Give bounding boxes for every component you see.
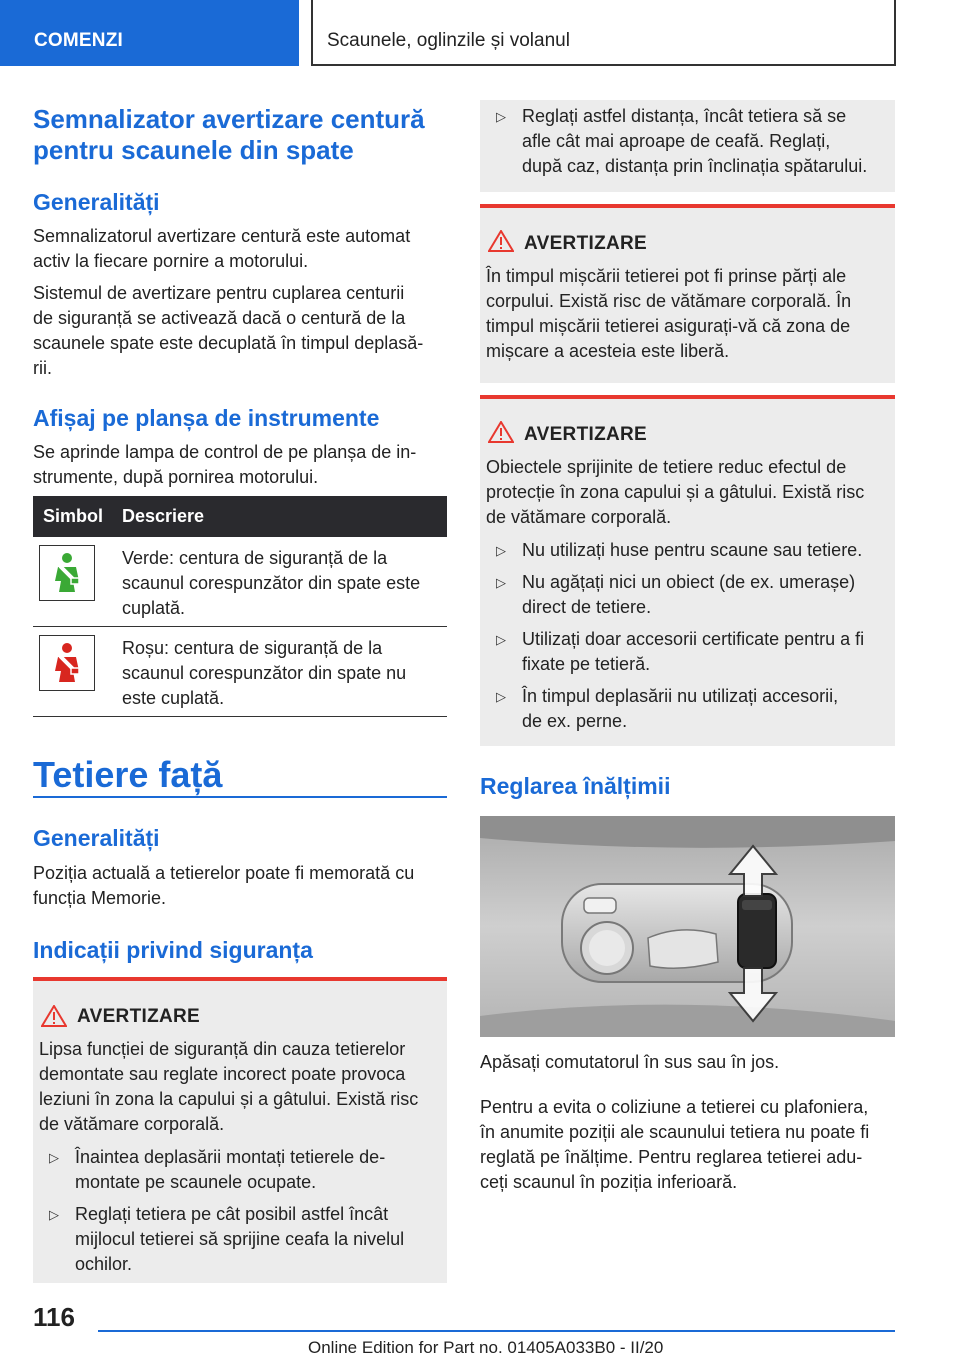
- row-description: Roșu: centura de siguranță de la scaunul corespunzător din spate nu este cuplată.: [122, 638, 407, 708]
- title-underline: [33, 796, 447, 798]
- paragraph-auto-active: Semnalizatorul avertizare centură este automat activ la fiecare pornire a motorului.: [33, 226, 411, 271]
- warning-bar: [480, 204, 895, 208]
- paragraph-control-lamp: Se aprinde lampa de control de pe planșa de in‐ strumente, după pornirea motorului.: [33, 442, 417, 487]
- paragraph-collision: Pentru a evita o coliziune a tetierei cu plafoniera, în anumite poziții ale scaunului tetiera nu poate fi reglată pe înălțime. Pentru reglarea tetierei adu‐ ceți scaunul în poziția inferioară.: [480, 1097, 870, 1192]
- footer-rule: [98, 1330, 895, 1332]
- section-tab: [0, 0, 299, 66]
- symbol-table-header: [33, 496, 447, 537]
- page-number: 116: [33, 1302, 75, 1332]
- column-description: Descriere: [122, 506, 205, 526]
- column-symbol: Simbol: [43, 506, 104, 526]
- continued-list-box: ▷ Reglați astfel distanța, încât tetiera să se afle cât mai aproape de ceafă. Reglați, după caz, distanța prin înclinația spătarului.: [480, 100, 895, 192]
- bullet-triangle-icon: ▷: [496, 689, 506, 704]
- subtitle-general-1: Generalități: [33, 189, 160, 215]
- paragraph-memory: Poziția actuală a tetierelor poate fi memorată cu funcția Memorie.: [33, 863, 415, 908]
- seatbelt-green-icon: [39, 545, 95, 601]
- chapter-title: Scaunele, oglinzile și volanul: [327, 30, 570, 51]
- subtitle-safety: Indicații privind siguranța: [33, 937, 313, 963]
- row-description: Verde: centura de siguranță de la scaunul corespunzător din spate este cuplată.: [122, 548, 421, 618]
- section-tab-label: COMENZI: [34, 30, 124, 51]
- seatbelt-red-icon: [39, 635, 95, 691]
- bullet-triangle-icon: ▷: [496, 543, 506, 558]
- warning-title: AVERTIZARE: [77, 1006, 200, 1027]
- paragraph-system-activation: Sistemul de avertizare pentru cuplarea centurii de siguranță se activează dacă o centură de la scaunele spate este decuplată în timpul deplasă‐ rii.: [33, 283, 424, 378]
- subtitle-instrument-display: Afișaj pe planșa de instrumente: [33, 405, 380, 431]
- warning-text: Lipsa funcției de siguranță din cauza tetierelor demontate sau reglate incorect poate provoca leziuni în zona la capului și a gâtului. Există risc de vătămare corporală.: [39, 1039, 419, 1134]
- chapter-header: [311, 0, 896, 66]
- paragraph-press-switch: Apăsați comutatorul în sus sau în jos.: [480, 1052, 780, 1072]
- table-bottom-rule: [33, 716, 447, 717]
- bullet-triangle-icon: ▷: [496, 632, 506, 647]
- table-row: [33, 627, 447, 716]
- subtitle-general-2: Generalități: [33, 825, 160, 851]
- warning-box-1: AVERTIZARE Lipsa funcției de siguranță din cauza tetierelor demontate sau reglate incorect poate provoca leziuni în zona la capului și a gâtului. Există risc de vătămare corporală. ▷ Înaintea deplasării montați tetierele de‐ montate pe scaunele ocupate. ▷ Reglați tetiera pe cât posibil astfel încât mijlocul tetierei să sprijine ceafa la nivelul ochilor.: [33, 977, 447, 1283]
- warning-title: AVERTIZARE: [524, 424, 647, 445]
- warning-bar: [33, 977, 447, 981]
- bullet-triangle-icon: ▷: [49, 1207, 59, 1222]
- warning-box-3: AVERTIZARE Obiectele sprijinite de tetiere reduc efectul de protecție în zona capului și a gâtului. Există risc de vătămare corporală. ▷ Nu utilizați huse pentru scaune sau tetiere. ▷ Nu agățați nici un obiect (de ex. umerașe) direct de tetiere. ▷ Utilizați doar accesorii certificate pentru a fi fixate pe tetieră. ▷ În timpul deplasării nu utilizați accesorii, de ex. perne.: [480, 395, 895, 746]
- chapter-title-headrests: Tetiere față: [33, 754, 223, 795]
- subtitle-height-adjust: Reglarea înălțimii: [480, 773, 671, 799]
- seat-switch-illustration: [480, 816, 895, 1037]
- warning-text: În timpul mișcării tetierei pot fi prinse părți ale corpului. Există risc de vătămare corporală. În timpul mișcării tetierei asigurați-vă că zona de mișcare a acesteia este liberă.: [486, 266, 852, 361]
- bullet-triangle-icon: ▷: [496, 575, 506, 590]
- warning-text: Obiectele sprijinite de tetiere reduc efectul de protecție în zona capului și a gâtului. Există risc de vătămare corporală.: [486, 457, 865, 527]
- table-row: [33, 537, 447, 626]
- bullet-triangle-icon: ▷: [49, 1150, 59, 1165]
- warning-triangle-icon: [41, 1005, 67, 1027]
- footer-edition: Online Edition for Part no. 01405A033B0 - II/20: [308, 1338, 664, 1357]
- section-title-seatbelt: Semnalizator avertizare centură pentru scaunele din spate: [33, 104, 425, 165]
- bullet-triangle-icon: ▷: [496, 109, 506, 124]
- warning-bar: [480, 395, 895, 399]
- warning-title: AVERTIZARE: [524, 233, 647, 254]
- warning-triangle-icon: [488, 230, 514, 252]
- warning-triangle-icon: [488, 421, 514, 443]
- warning-box-2: [480, 204, 895, 383]
